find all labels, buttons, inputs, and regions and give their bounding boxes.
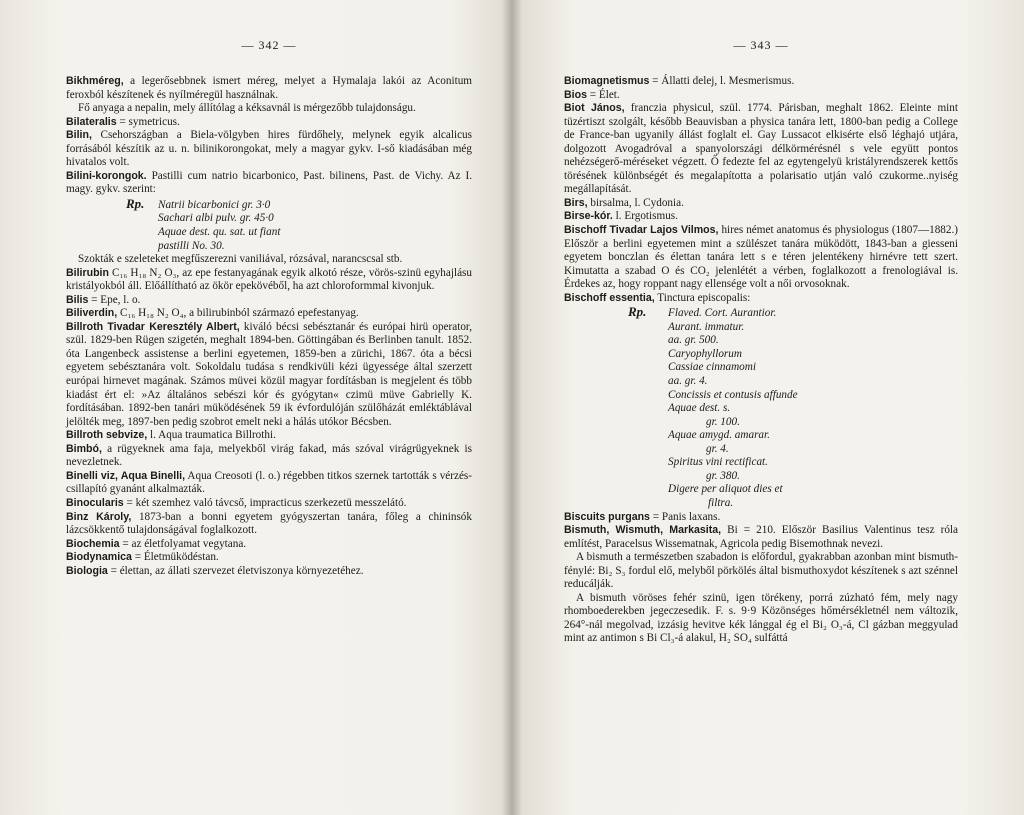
entry-text: franczia physicul, szül. 1774. Párisban, meghalt 1862. Eleinte mint tüzértiszt szolgált, később Beauvisban a physica tanára lett, 1800-ban pedig a College de France-ban ugyanily állást foglalt el. Gay Lussacot elkisérte első léghajó utjára, dolgozott Avogadróval a spanyolországi délkörmérésnél s vele együtt pontos nehézségerő-méréseket végzett. Ő fedezte fel az egytengelyü kristályrendszerek kettős törésének különbségét és megalapította a polarisatio utján való czukorme..nyiség megállapítását. bbox=[564, 102, 958, 196]
dictionary-entry bbox=[66, 511, 472, 538]
dictionary-entry bbox=[564, 592, 958, 646]
rx-line: Flaved. Cort. Aurantior. bbox=[668, 307, 777, 320]
book-gutter bbox=[502, 0, 522, 815]
rx-line: Sachari albi pulv. gr. 45·0 bbox=[158, 212, 274, 225]
dictionary-entry bbox=[564, 224, 958, 292]
dictionary-entry bbox=[564, 102, 958, 197]
entry-headword: Billroth Tivadar Keresztély Albert, bbox=[66, 320, 240, 333]
rx-line: gr. 380. bbox=[706, 469, 740, 482]
entry-text: C₁₆ H₁₈ N₂ O₄, a bilirubinból származó epefestanyag. bbox=[117, 307, 359, 320]
entry-headword: Bilini-korongok. bbox=[66, 169, 147, 182]
dictionary-entry bbox=[564, 551, 958, 592]
right-page bbox=[512, 0, 1024, 815]
entry-text: = Élet. bbox=[586, 88, 620, 101]
dictionary-entry bbox=[66, 307, 472, 321]
entry-headword: Binocularis bbox=[66, 496, 124, 509]
entry-text: Csehországban a Biela-völgyben hires fürdőhely, melynek egyik alcalicus forrásából készítik az u. n. bilinikorongokat, mely a magyar gykv. I-ső kiadásában még hivatalos volt. bbox=[66, 129, 472, 169]
dictionary-entry bbox=[66, 429, 472, 443]
text-column bbox=[564, 75, 958, 646]
entry-text: a legerősebbnek ismert méreg, melyet a Hymalaja lakói az Aconitum feroxból készítenek és nyílméregül használnak. bbox=[66, 75, 472, 101]
entry-headword: Bikhméreg, bbox=[66, 75, 124, 87]
dictionary-entry bbox=[66, 538, 472, 552]
rx-line: aa. gr. 500. bbox=[668, 334, 719, 347]
entry-headword: Biodynamica bbox=[66, 551, 132, 564]
entry-text: = két szemhez való távcső, impracticus szerkezetü messzelátó. bbox=[123, 496, 407, 509]
entry-headword: Bischoff essentia, bbox=[564, 291, 655, 304]
dictionary-entry bbox=[66, 75, 472, 102]
dictionary-entry bbox=[66, 267, 472, 294]
entry-text: l. Aqua traumatica Billrothi. bbox=[147, 429, 276, 442]
rx-line: Cassiae cinnamomi bbox=[668, 361, 756, 374]
dictionary-entry bbox=[564, 89, 958, 103]
rx-line: Natrii bicarbonici gr. 3·0 bbox=[158, 198, 271, 211]
entry-headword: Biologia bbox=[66, 564, 108, 577]
entry-text: Pastilli cum natrio bicarbonico, Past. bilinens, Past. de Vichy. Az I. magy. gykv. szerint: bbox=[66, 169, 472, 196]
dictionary-entry bbox=[66, 565, 472, 579]
dictionary-entry bbox=[564, 210, 958, 224]
dictionary-entry bbox=[66, 470, 472, 497]
entry-headword: Biomagnetismus bbox=[564, 75, 650, 87]
entry-text: l. Ergotismus. bbox=[612, 210, 678, 223]
entry-headword: Bilin, bbox=[66, 129, 92, 142]
entry-headword: Bios bbox=[564, 88, 587, 101]
entry-headword: Bismuth, Wismuth, Markasita, bbox=[564, 524, 722, 537]
entry-headword: Biscuits purgans bbox=[564, 510, 650, 523]
entry-text: Aqua Creosoti (l. o.) régebben titkos szernek tartották s vérzés-csillapító gyanánt alkalmazták. bbox=[66, 469, 472, 496]
rx-line: Caryophyllorum bbox=[668, 347, 742, 360]
dictionary-entry bbox=[564, 75, 958, 89]
rx-line: Digere per aliquot dies et bbox=[668, 483, 783, 496]
rx-label: Rp. bbox=[126, 195, 145, 211]
rx-line: Aurant. immatur. bbox=[668, 320, 745, 333]
dictionary-entry bbox=[66, 443, 472, 470]
rx-line: Aquae dest. qu. sat. ut fiant bbox=[158, 226, 281, 239]
rx-line: Spiritus vini rectificat. bbox=[668, 456, 768, 469]
dictionary-entry bbox=[66, 129, 472, 170]
entry-text: A bismuth a természetben szabadon is előfordul, gyakrabban azonban mint bismuth-fénylé: Bi₂ S₃ fordul elő, melyből pörkölés által bismuthoxydot készítenek s azt szénnel reducálják. bbox=[564, 551, 958, 591]
entry-text: a rügyeknek ama faja, melyekből virág fakad, más szóval virágrügyeknek is nevezletnek. bbox=[66, 442, 472, 469]
text-column bbox=[66, 75, 472, 578]
entry-headword: Billroth sebvize, bbox=[66, 429, 148, 442]
dictionary-entry bbox=[564, 292, 958, 306]
entry-text: kiváló bécsi sebésztanár és európai hirü operator, szül. 1829-ben Rügen szigetén, meghalt 1894-ben. Göttingában és Berlinben tanult. 1852. óta Langenbeck assistense a berlini egyetemen, 1859-ben a zürichi, 1867. óta a bécsi egyetem sebésztanára volt. Sokoldalu tudása s rendkivüli kézi ügyessége által szerzett európai hirnevet magának. Számos müvei közül magyar fordításban is megjelent és több kiadást ért el: »Az általános sebészi kór és gyógytan« czimü müve Gabrielly K. fordításában. 1892-ben tanári müködésének 59 ik évfordulóján szülőházát emléktáblával jelölték meg, 1897-ben pedig szobrot emelt neki a hálás utókor Bécsben. bbox=[66, 320, 473, 428]
entry-text: = Életmüködéstan. bbox=[131, 551, 219, 564]
rx-line: aa. gr. 4. bbox=[668, 375, 708, 388]
dictionary-entry bbox=[66, 294, 472, 308]
entry-headword: Biliverdin, bbox=[66, 307, 118, 320]
rx-line: pastilli No. 30. bbox=[158, 239, 225, 252]
rx-line: Concissis et contusis affunde bbox=[668, 388, 798, 401]
entry-text: = Állatti delej, l. Mesmerismus. bbox=[649, 75, 795, 87]
dictionary-entry bbox=[66, 497, 472, 511]
page-number: — 342 — bbox=[241, 38, 297, 52]
dictionary-entry bbox=[66, 170, 472, 197]
entry-text: = élettan, az állati szervezet életviszonya környezetéhez. bbox=[107, 564, 364, 577]
entry-text: = symetricus. bbox=[116, 115, 180, 128]
page-number: — 343 — bbox=[733, 38, 789, 52]
rx-line: gr. 4. bbox=[706, 442, 729, 455]
rx-line: Aquae amygd. amarar. bbox=[668, 429, 770, 442]
entry-headword: Bilis bbox=[66, 293, 89, 306]
rx-line: gr. 100. bbox=[706, 415, 740, 428]
entry-text: = az életfolyamat vegytana. bbox=[119, 537, 247, 550]
entry-text: Szokták e szeleteket megfűszerezni vaniliával, rózsával, narancscsal stb. bbox=[78, 253, 403, 266]
entry-text: A bismuth vöröses fehér szinü, igen törékeny, porrá zúzható fém, mely nagy rhomboederekben jegeczesedik. F. s. 9·9 Közönséges hőmérsékletnél nem változik, 264°-nál megolvad, izzásig hevitve kék lánggal ég el Bi₂ O₃-á, Cl gázban meggyulad mint az antimon s Bi Cl₃-á alakul, H₂ SO₄ sulfáttá bbox=[564, 591, 958, 645]
dictionary-entry bbox=[564, 511, 958, 525]
entry-text: Tinctura episcopalis: bbox=[654, 291, 751, 304]
dictionary-entry bbox=[564, 524, 958, 551]
rx-line: Aquae dest. s. bbox=[668, 402, 731, 415]
entry-text: = Epe, l. o. bbox=[88, 293, 141, 306]
entry-headword: Bimbó, bbox=[66, 442, 102, 455]
entry-text: 1873-ban a bonni egyetem gyógyszertan tanára, főleg a chininsók lázcsökkentő tulajdonságával foglalkozott. bbox=[66, 510, 472, 537]
dictionary-entry bbox=[66, 116, 472, 130]
entry-headword: Biochemia bbox=[66, 537, 120, 550]
entry-text: birsalma, l. Cydonia. bbox=[587, 196, 684, 209]
dictionary-entry bbox=[66, 551, 472, 565]
entry-headword: Bischoff Tivadar Lajos Vilmos, bbox=[564, 224, 719, 237]
dictionary-entry bbox=[66, 321, 472, 429]
rx-label: Rp. bbox=[628, 304, 647, 320]
entry-headword: Bilateralis bbox=[66, 115, 117, 128]
dictionary-entry bbox=[66, 253, 472, 267]
entry-headword: Birs, bbox=[564, 196, 588, 209]
entry-text: Bi = 210. Először Basilius Valentinus tesz róla említést, Paracelsus Wissematnak, Agricola pedig Bisemothnak nevezi. bbox=[564, 524, 958, 550]
dictionary-entry bbox=[66, 102, 472, 116]
rx-line: filtra. bbox=[708, 496, 734, 509]
dictionary-entry bbox=[564, 197, 958, 211]
entry-text: Fő anyaga a nepalin, mely állítólag a kéksavnál is mérgezőbb tulajdonságu. bbox=[78, 102, 416, 115]
entry-headword: Birse-kór. bbox=[564, 210, 613, 223]
entry-text: C₁₆ H₁₈ N₂ O₃, az epe festanyagának egyik alkotó része, vörös-szinü egyhajlásu kristályokból áll. Előállítható az ökör epekövéből, ha azt chloroformmal kivonjuk. bbox=[66, 266, 472, 293]
entry-headword: Binz Károly, bbox=[66, 510, 132, 523]
entry-text: hires német anatomus és physiologus (1807—1882.) Először a berlini egyetemen mint a szülészet tanára müködött, 1843-ban a giesseni egyetem bonczlan és élettan tanára lett s e téren jelentékeny hirnévre tett szert. Kimutatta a szabad O és CO₂ jelenlétét a vérben, foglalkozott a frenologiával is. Érdekes az, hogy roppant nagy ellensége volt a női orvosoknak. bbox=[564, 224, 959, 291]
entry-text: = Panis laxans. bbox=[649, 510, 721, 523]
entry-headword: Biot János, bbox=[564, 102, 625, 115]
entry-headword: Binelli viz, Aqua Binelli, bbox=[66, 469, 186, 482]
entry-headword: Bilirubin bbox=[66, 266, 109, 279]
